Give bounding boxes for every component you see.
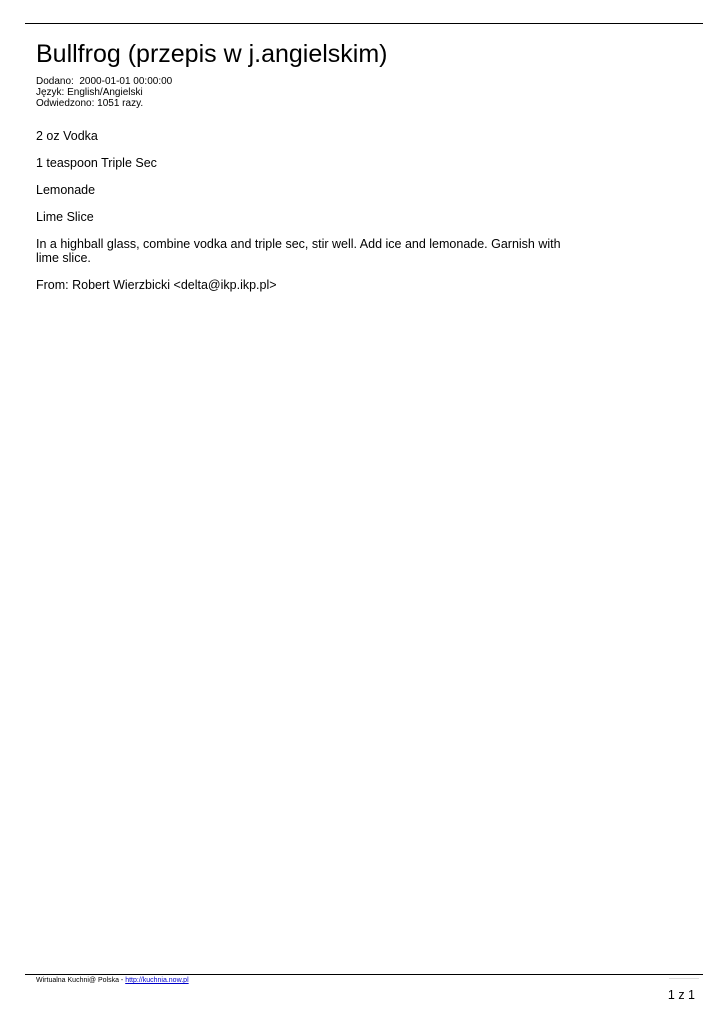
page-title: Bullfrog (przepis w j.angielskim) (36, 40, 388, 68)
ingredient-lime-slice: Lime Slice (36, 210, 94, 224)
footer-link[interactable]: http://kuchnia.now.pl (125, 977, 189, 984)
date-added: Dodano: 2000-01-01 00:00:00 (36, 76, 173, 87)
footer (36, 976, 189, 985)
page-number: 1 z 1 (667, 988, 695, 1002)
ingredient-triple-sec: 1 teaspoon Triple Sec (36, 156, 157, 170)
visit-count: Odwiedzono: 1051 razy. (36, 98, 144, 109)
footer-decorative-line (669, 978, 699, 979)
language-info: Język: English/Angielski (36, 87, 143, 98)
recipe-instructions: In a highball glass, combine vodka and triple sec, stir well. Add ice and lemonade. Garnish with lime slice. (36, 237, 561, 265)
ingredient-vodka: 2 oz Vodka (36, 129, 98, 143)
ingredient-lemonade: Lemonade (36, 183, 96, 197)
footer-divider (25, 974, 703, 975)
recipe-metadata (36, 76, 172, 109)
footer-site-name: Wirtualna Kuchni@ Polska - (36, 977, 126, 984)
header-divider (25, 23, 703, 24)
recipe-author: From: Robert Wierzbicki <delta@ikp.ikp.pl> (36, 278, 277, 292)
recipe-content (36, 129, 586, 305)
